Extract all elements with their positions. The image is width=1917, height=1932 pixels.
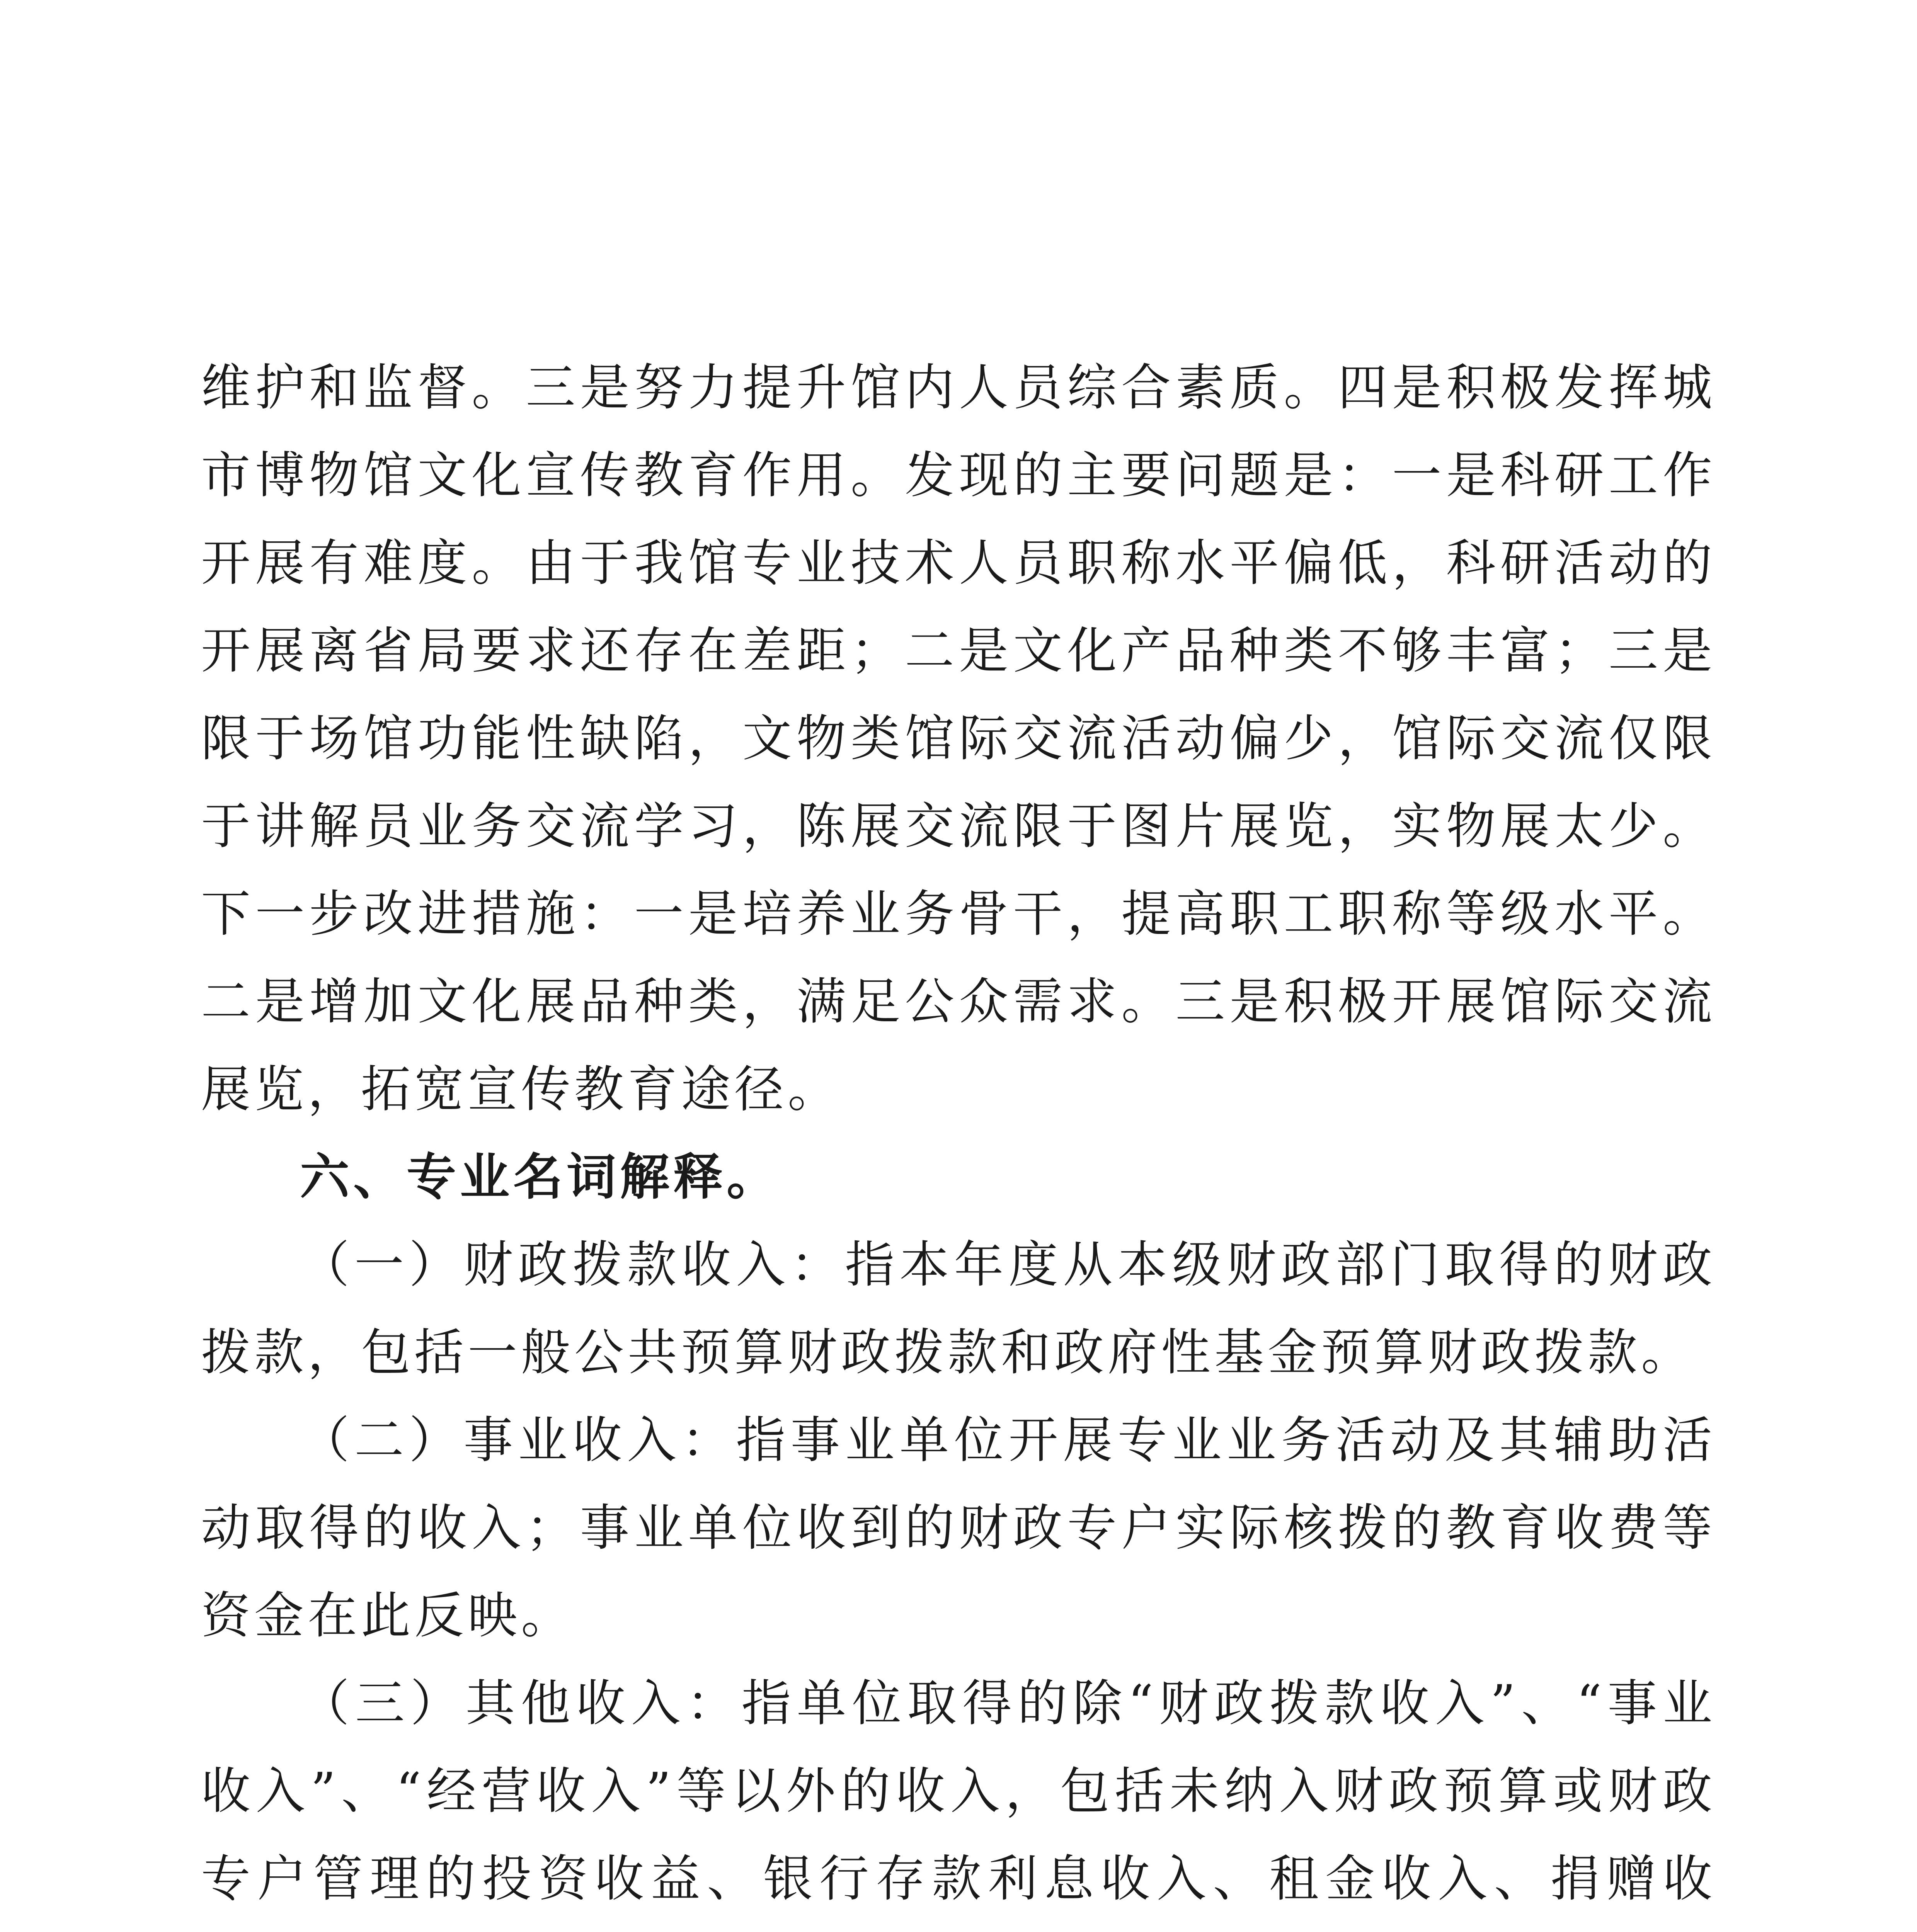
document-body bbox=[201, 344, 1716, 1932]
paragraph-definition-2: （二）事业收入：指事业单位开展专业业务活动及其辅助活动取得的收入；事业单位收到的财政专户实际核拨的教育收费等资金在此反映。 bbox=[201, 1412, 1716, 1645]
paragraph-definition-3: （三）其他收入：指单位取得的除“财政拨款收入”、“事业收入”、“经营收入”等以外的收入，包括未纳入财政预算或财政专户管理的投资收益、银行存款利息收入、租金收入、捐赠收 bbox=[201, 1675, 1716, 1908]
paragraph-definition-1: （一）财政拨款收入：指本年度从本级财政部门取得的财政拨款，包括一般公共预算财政拨款和政府性基金预算财政拨款。 bbox=[201, 1236, 1716, 1381]
section-heading: 六、专业名词解释。 bbox=[300, 1148, 780, 1206]
paragraph-continuation: 维护和监督。三是努力提升馆内人员综合素质。四是积极发挥城市博物馆文化宣传教育作用。发现的主要问题是：一是科研工作开展有难度。由于我馆专业技术人员职称水平偏低，科研活动的开展离省局要求还存在差距；二是文化产品种类不够丰富；三是限于场馆功能性缺陷，文物类馆际交流活动偏少，馆际交流仅限于讲解员业务交流学习，陈展交流限于图片展览，实物展太少。下一步改进措施：一是培养业务骨干，提高职工职称等级水平。二是增加文化展品种类，满足公众需求。三是积极开展馆际交流展览，拓宽宣传教育途径。 bbox=[201, 359, 1716, 1118]
